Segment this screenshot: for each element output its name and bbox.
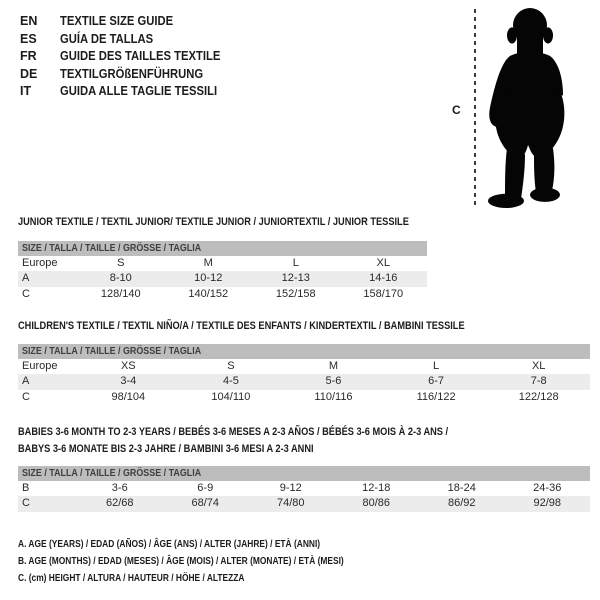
row-label-cell: B bbox=[22, 482, 30, 494]
value-cell: XL bbox=[531, 360, 546, 372]
row-label-cell: C bbox=[22, 497, 30, 510]
lang-code: EN bbox=[20, 14, 38, 28]
children-section-title-text: CHILDREN'S TEXTILE / TEXTIL NIÑO/A / TEXTILE DES ENFANTS / KINDERTEXTIL / BAMBINI TESSILE bbox=[18, 320, 465, 332]
size-table-header-text: SIZE / TALLA / TAILLE / GRÖSSE / TAGLIA bbox=[22, 467, 202, 479]
babies-section-title-line2: BABYS 3-6 MONATE BIS 2-3 JAHRE / BAMBINI 3-6 MESI A 2-3 ANNI bbox=[18, 443, 314, 455]
babies-size-table bbox=[18, 466, 590, 512]
value-cell: 110/116 bbox=[314, 390, 353, 403]
value-cell: 6-9 bbox=[197, 482, 214, 494]
value-cell: L bbox=[292, 257, 299, 269]
value-cell: 116/122 bbox=[416, 390, 456, 403]
value-cell: 122/128 bbox=[518, 390, 559, 403]
value-cell: 10-12 bbox=[194, 272, 223, 285]
table-row bbox=[18, 287, 427, 302]
value-cell: 7-8 bbox=[530, 375, 547, 388]
lang-label: GUÍA DE TALLAS bbox=[60, 31, 154, 46]
value-cell: 62/68 bbox=[105, 497, 134, 510]
table-row bbox=[18, 496, 590, 511]
row-label-cell: C bbox=[22, 390, 30, 403]
value-cell: 18-24 bbox=[447, 482, 476, 494]
junior-table-rows bbox=[18, 256, 427, 302]
size-table-header-band bbox=[18, 241, 427, 256]
table-row bbox=[18, 359, 590, 374]
lang-row-de bbox=[20, 66, 238, 84]
value-cell: L bbox=[433, 360, 440, 372]
row-label-cell: A bbox=[22, 272, 30, 285]
children-table-rows bbox=[18, 359, 590, 405]
lang-code: DE bbox=[20, 66, 38, 81]
value-cell: 5-6 bbox=[325, 375, 342, 388]
value-cell: 3-6 bbox=[111, 482, 128, 494]
value-cell: 4-5 bbox=[222, 375, 239, 388]
value-cell: XS bbox=[120, 360, 136, 372]
value-cell: M bbox=[328, 360, 339, 372]
footnote-c bbox=[18, 570, 425, 587]
value-cell: 12-13 bbox=[281, 272, 310, 285]
height-measure-dashed-line bbox=[474, 9, 476, 206]
value-cell: S bbox=[117, 257, 125, 269]
height-measure-label: C bbox=[452, 103, 461, 117]
table-row bbox=[18, 271, 427, 286]
table-row bbox=[18, 256, 427, 271]
lang-code: IT bbox=[20, 84, 32, 98]
language-header bbox=[20, 13, 238, 101]
footnote-b bbox=[18, 553, 425, 570]
babies-table-rows bbox=[18, 481, 590, 512]
row-label-cell: Europe bbox=[22, 257, 58, 269]
lang-label: TEXTILE SIZE GUIDE bbox=[60, 14, 174, 28]
value-cell: 128/140 bbox=[100, 287, 141, 300]
value-cell: 74/80 bbox=[276, 497, 305, 510]
size-table-header-text: SIZE / TALLA / TAILLE / GRÖSSE / TAGLIA bbox=[22, 242, 202, 254]
lang-label: GUIDE DES TAILLES TEXTILE bbox=[60, 49, 221, 63]
value-cell: 80/86 bbox=[362, 497, 391, 510]
value-cell: 158/170 bbox=[363, 287, 404, 300]
value-cell: M bbox=[203, 257, 213, 269]
lang-label: GUIDA ALLE TAGLIE TESSILI bbox=[60, 84, 218, 98]
value-cell: S bbox=[227, 360, 235, 372]
table-row bbox=[18, 374, 590, 389]
size-table-header-text: SIZE / TALLA / TAILLE / GRÖSSE / TAGLIA bbox=[22, 345, 202, 357]
junior-size-table bbox=[18, 241, 427, 302]
lang-row-fr bbox=[20, 48, 238, 66]
baby-silhouette-icon bbox=[481, 6, 581, 209]
lang-row-es bbox=[20, 31, 238, 49]
table-row bbox=[18, 390, 590, 405]
value-cell: 24-36 bbox=[533, 482, 562, 494]
value-cell: 104/110 bbox=[211, 390, 251, 403]
value-cell: 6-7 bbox=[428, 375, 445, 388]
value-cell: 9-12 bbox=[279, 482, 302, 494]
row-label-cell: Europe bbox=[22, 360, 58, 372]
footnote-b-text: B. AGE (MONTHS) / EDAD (MESES) / ÂGE (MOIS) / ALTER (MONATE) / ETÀ (MESI) bbox=[18, 555, 344, 568]
footnotes bbox=[18, 536, 425, 588]
junior-section-title-text: JUNIOR TEXTILE / TEXTIL JUNIOR/ TEXTILE JUNIOR / JUNIORTEXTIL / JUNIOR TESSILE bbox=[18, 216, 409, 228]
value-cell: 3-4 bbox=[120, 375, 137, 388]
value-cell: 86/92 bbox=[447, 497, 476, 510]
value-cell: 92/98 bbox=[533, 497, 562, 510]
babies-section-title-line1: BABIES 3-6 MONTH TO 2-3 YEARS / BEBÉS 3-6 MESES A 2-3 AÑOS / BÉBÉS 3-6 MOIS À 2-3 ANS / bbox=[18, 426, 449, 438]
row-label-cell: A bbox=[22, 375, 30, 388]
children-section-title bbox=[18, 318, 550, 335]
value-cell: 12-18 bbox=[362, 482, 391, 494]
value-cell: 140/152 bbox=[188, 287, 229, 300]
value-cell: 98/104 bbox=[111, 390, 146, 403]
value-cell: XL bbox=[376, 257, 390, 269]
lang-row-en bbox=[20, 13, 238, 31]
value-cell: 68/74 bbox=[191, 497, 220, 510]
size-table-header-band bbox=[18, 344, 590, 359]
lang-label: TEXTILGRÖßENFÜHRUNG bbox=[60, 66, 204, 81]
lang-code: FR bbox=[20, 49, 37, 63]
value-cell: 8-10 bbox=[109, 272, 132, 285]
junior-section-title bbox=[18, 214, 483, 231]
table-row bbox=[18, 481, 590, 496]
children-size-table bbox=[18, 344, 590, 405]
value-cell: 152/158 bbox=[275, 287, 316, 300]
footnote-a bbox=[18, 536, 425, 553]
size-table-header-band bbox=[18, 466, 590, 481]
lang-row-it bbox=[20, 83, 238, 101]
footnote-c-text: C. (cm) HEIGHT / ALTURA / HAUTEUR / HÖHE / ALTEZZA bbox=[18, 572, 245, 585]
value-cell: 14-16 bbox=[369, 272, 398, 285]
footnote-a-text: A. AGE (YEARS) / EDAD (AÑOS) / ÂGE (ANS) / ALTER (JAHRE) / ETÀ (ANNI) bbox=[18, 538, 321, 550]
row-label-cell: C bbox=[22, 287, 30, 300]
lang-code: ES bbox=[20, 31, 37, 46]
babies-section-title bbox=[18, 424, 530, 458]
